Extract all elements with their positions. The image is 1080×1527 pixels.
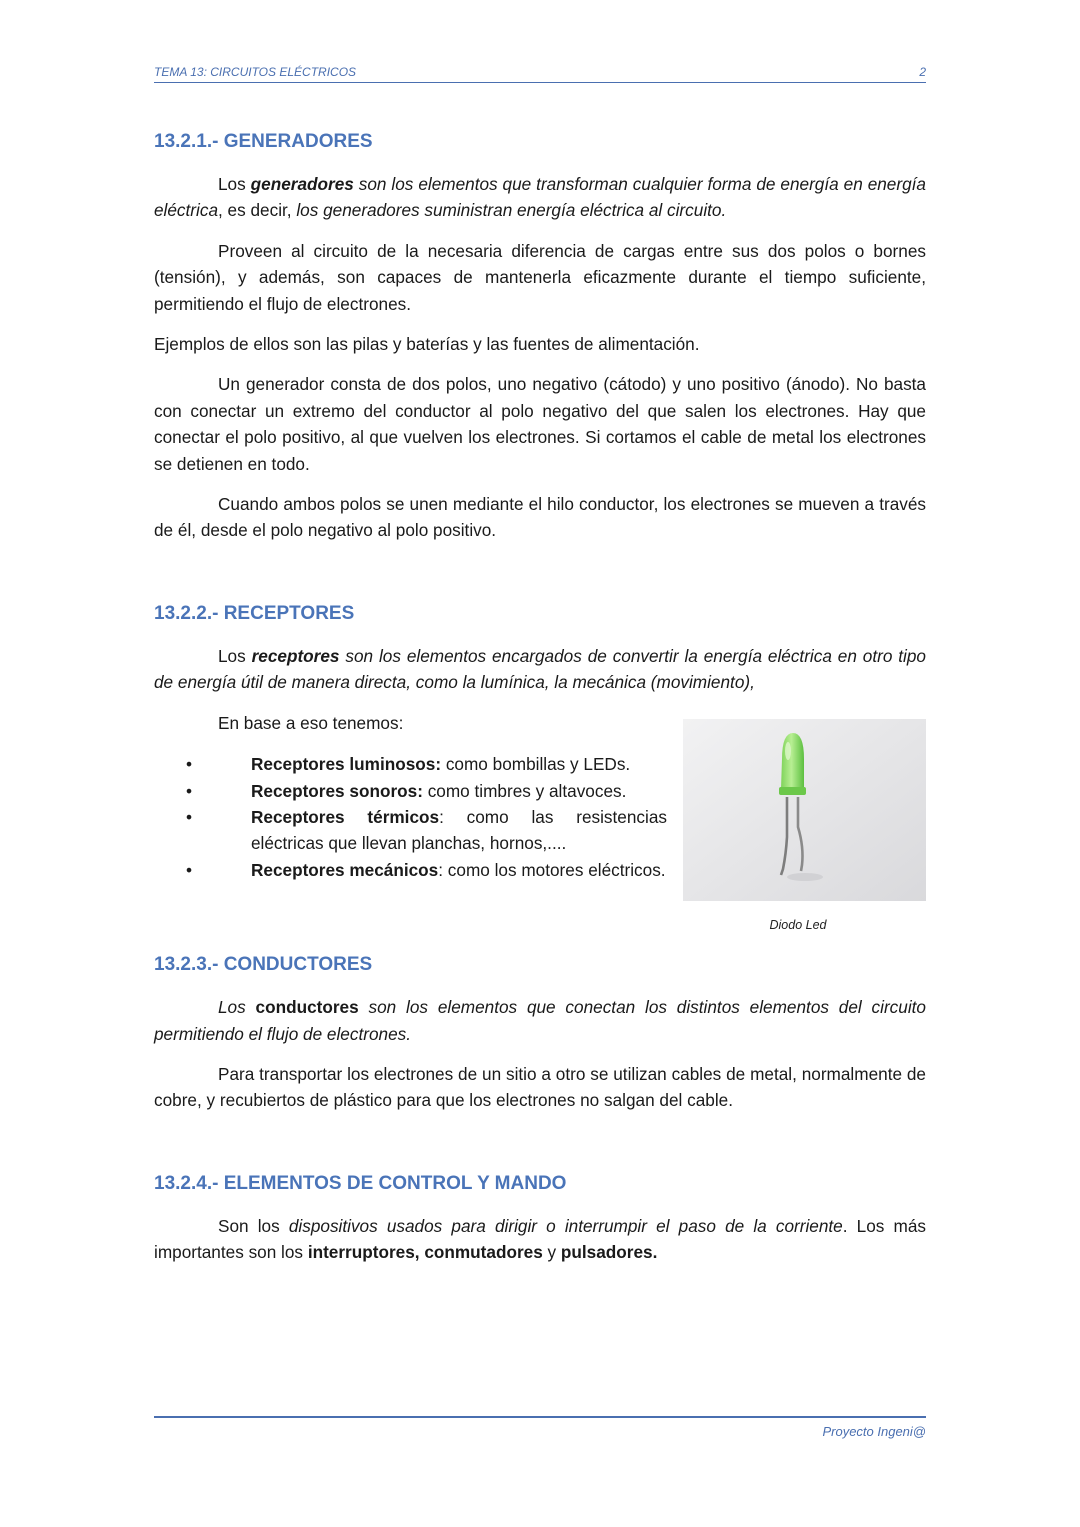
- text-run: son los elementos que transforman cualquier forma de energía en energía eléctrica: [154, 174, 926, 221]
- paragraph-generadores-2: Proveen al circuito de la necesaria diferencia de cargas entre sus dos polos o bornes (tensión), y además, son capaces de mantenerla eficazmente durante el tiempo suficiente, permitiendo el flujo de electrones.: [154, 240, 926, 314]
- receptores-list: [154, 751, 667, 883]
- text-run: Son los: [218, 1215, 289, 1236]
- list-item: [154, 751, 667, 777]
- item-text: : como los motores eléctricos.: [438, 859, 666, 880]
- paragraph-control-mando: [154, 1213, 926, 1266]
- led-diode-illustration: [683, 719, 926, 901]
- item-text: como bombillas y LEDs.: [441, 754, 631, 775]
- paragraph-generadores-def: [154, 171, 926, 224]
- text-run: los generadores suministran energía eléctrica al circuito.: [296, 200, 727, 221]
- item-text: como timbres y altavoces.: [422, 780, 627, 801]
- paragraph-receptores-intro: En base a eso tenemos:: [218, 712, 404, 733]
- bullet-icon: •: [186, 806, 193, 827]
- item-label: Receptores luminosos:: [251, 754, 442, 775]
- item-label: Receptores sonoros:: [251, 780, 423, 801]
- footer-text: Proyecto Ingeni@: [822, 1424, 926, 1439]
- list-item: [154, 857, 667, 883]
- term-receptores: receptores: [251, 645, 340, 666]
- text-run: y: [542, 1242, 561, 1263]
- figure-caption: Diodo Led: [769, 918, 827, 932]
- term-generadores: generadores: [250, 174, 354, 194]
- bullet-icon: •: [186, 780, 193, 801]
- page-number: 2: [919, 65, 926, 79]
- page-footer: [154, 1416, 926, 1439]
- term-conductores: conductores: [255, 997, 359, 1018]
- text-run: interruptores, conmutadores: [307, 1242, 543, 1263]
- list-item: [154, 778, 667, 804]
- heading-control-mando: 13.2.4.- ELEMENTOS DE CONTROL Y MANDO: [154, 1172, 567, 1194]
- paragraph-generadores-4: Un generador consta de dos polos, uno negativo (cátodo) y uno positivo (ánodo). No basta con conectar un extremo del conductor al polo negativo del que salen los electrones. Hay que conectar el polo positivo, al que vuelven los electrones. Si cortamos el cable de metal los electrones se detienen en todo.: [154, 374, 926, 474]
- bullet-icon: •: [186, 859, 193, 880]
- paragraph-receptores-def: [154, 643, 926, 696]
- paragraph-generadores-3: Ejemplos de ellos son las pilas y baterías y las fuentes de alimentación.: [154, 334, 700, 355]
- text-run: Los: [218, 645, 252, 666]
- item-label: Receptores térmicos: [251, 806, 440, 827]
- text-run: son los elementos que conectan los distintos elementos del circuito permitiendo el flujo de electrones.: [154, 997, 926, 1044]
- paragraph-conductores-2: Para transportar los electrones de un sitio a otro se utilizan cables de metal, normalmente de cobre, y recubiertos de plástico para que los electrones no salgan del cable.: [154, 1063, 926, 1111]
- text-run: pulsadores.: [560, 1242, 658, 1263]
- text-run: , es decir,: [218, 200, 297, 221]
- text-run: Los: [218, 174, 251, 194]
- text-run: Los: [218, 997, 256, 1018]
- item-label: Receptores mecánicos: [251, 859, 439, 880]
- heading-generadores: 13.2.1.- GENERADORES: [154, 131, 373, 152]
- led-diode-image: [683, 719, 926, 901]
- paragraph-generadores-5: Cuando ambos polos se unen mediante el hilo conductor, los electrones se mueven a través de él, desde el polo negativo al polo positivo.: [154, 494, 926, 541]
- bullet-icon: •: [186, 754, 193, 775]
- heading-receptores: 13.2.2.- RECEPTORES: [154, 602, 355, 624]
- page-header: [154, 64, 926, 83]
- text-run: son los elementos encargados de convertir la energía eléctrica en otro tipo de energía útil de manera directa, como la lumínica, la mecánica (movimiento),: [154, 645, 926, 693]
- item-text: : como las resistencias eléctricas que llevan planchas, hornos,....: [251, 806, 667, 854]
- list-item: [154, 804, 667, 857]
- paragraph-conductores-def: [154, 994, 926, 1047]
- heading-conductores: 13.2.3.- CONDUCTORES: [154, 954, 373, 976]
- header-title: TEMA 13: CIRCUITOS ELÉCTRICOS: [154, 65, 357, 79]
- text-run: . Los más importantes son los: [154, 1215, 926, 1263]
- document-body: [154, 128, 926, 1266]
- text-run: dispositivos usados para dirigir o interrumpir el paso de la corriente: [288, 1215, 843, 1236]
